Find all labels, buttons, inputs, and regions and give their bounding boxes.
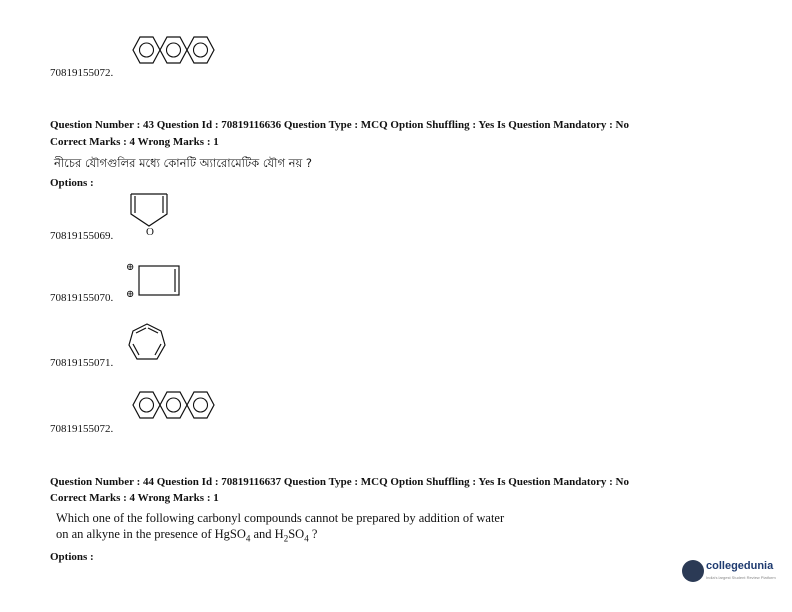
option-id-70: 70819155070. — [50, 292, 114, 304]
logo-tagline: India's largest Student Review Platform — [706, 575, 776, 580]
option-id-72: 70819155072. — [50, 423, 114, 435]
q43-header-line1: Question Number : 43 Question Id : 70819116636 Question Type : MCQ Option Shuffling : Yes Is Question Mandatory : No — [50, 119, 629, 131]
q44-options-label: Options : — [50, 551, 94, 563]
q43-question-text: নীচের যৌগগুলির মধ্যে কোনটি অ্যারোমেটিক যৌগ নয় ? — [54, 156, 313, 170]
cycloheptatriene-structure — [127, 322, 167, 366]
q43-options-label: Options : — [50, 177, 94, 189]
q44-question-line1: Which one of the following carbonyl compounds cannot be prepared by addition of water — [56, 511, 505, 525]
q44-question-line2: on an alkyne in the presence of HgSO$_4$ and $H_2SO_4$ ? — [56, 527, 318, 544]
cyclobutadiene-structure — [138, 265, 182, 297]
charge-top: ⊕ — [126, 262, 135, 273]
option-id-top: 70819155072. — [50, 67, 114, 79]
anthracene-structure — [127, 388, 227, 432]
q44-header-line2: Correct Marks : 4 Wrong Marks : 1 — [50, 492, 219, 504]
furan-oxygen-label: O — [146, 226, 154, 238]
logo-brand: collegedunia — [706, 560, 774, 572]
logo-icon — [682, 560, 704, 582]
q44-header-line1: Question Number : 44 Question Id : 70819116637 Question Type : MCQ Option Shuffling : Yes Is Question Mandatory : No — [50, 476, 629, 488]
q43-header-line2: Correct Marks : 4 Wrong Marks : 1 — [50, 136, 219, 148]
option-id-69: 70819155069. — [50, 230, 114, 242]
collegedunia-logo — [682, 558, 774, 588]
charge-bottom: ⊕ — [126, 289, 135, 300]
anthracene-structure-top — [127, 33, 227, 77]
option-id-71: 70819155071. — [50, 357, 114, 369]
